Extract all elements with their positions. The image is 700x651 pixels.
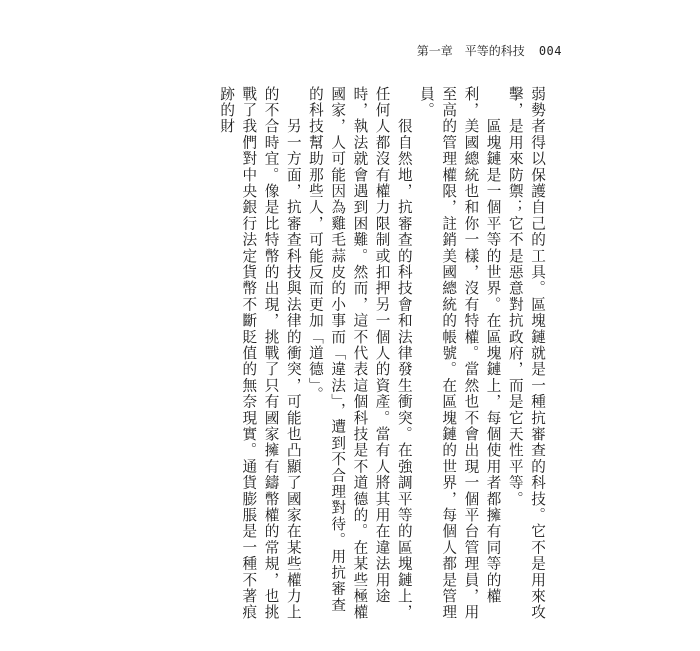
- paragraph-1: 弱勢者得以保護自己的工具。區塊鏈就是一種抗審查的科技。它不是用來攻擊，是用來防禦；它不是惡意對抗政府，而是它天性平等。: [506, 86, 546, 621]
- chapter-title: 第一章 平等的科技: [416, 44, 525, 58]
- running-header: [417, 42, 562, 59]
- paragraph-3: 很自然地，抗審查的科技會和法律發生衝突。在強調平等的區塊鏈上，任何人都沒有權力限制或扣押另一個人的資產。當有人將其用在違法用途時，執法就會遇到困難。然而，這不代表這個科技是不道德的。在某些極權國家，人可能因為雞毛蒜皮的小事而「違法」，遭到不合理對待。用抗審查的科技幫助那些人，可能反而更加「道德」。: [306, 86, 413, 621]
- body-text: [215, 86, 548, 626]
- paragraph-4: 另一方面，抗審查科技與法律的衝突，可能也凸顯了國家在某些權力上的不合時宜。像是比特幣的出現，挑戰了只有國家擁有鑄幣權的常規，也挑戰了我們對中央銀行法定貨幣不斷貶值的無奈現實。通貨膨脹是一種不著痕跡的財: [218, 86, 302, 621]
- page-number: 004: [538, 44, 562, 58]
- paragraph-2: 區塊鏈是一個平等的世界。在區塊鏈上，每個使用者都擁有同等的權利，美國總統也和你一樣，沒有特權。當然也不會出現一個平台管理員，用至高的管理權限，註銷美國總統的帳號。在區塊鏈的世界，每個人都是管理員。: [417, 86, 502, 621]
